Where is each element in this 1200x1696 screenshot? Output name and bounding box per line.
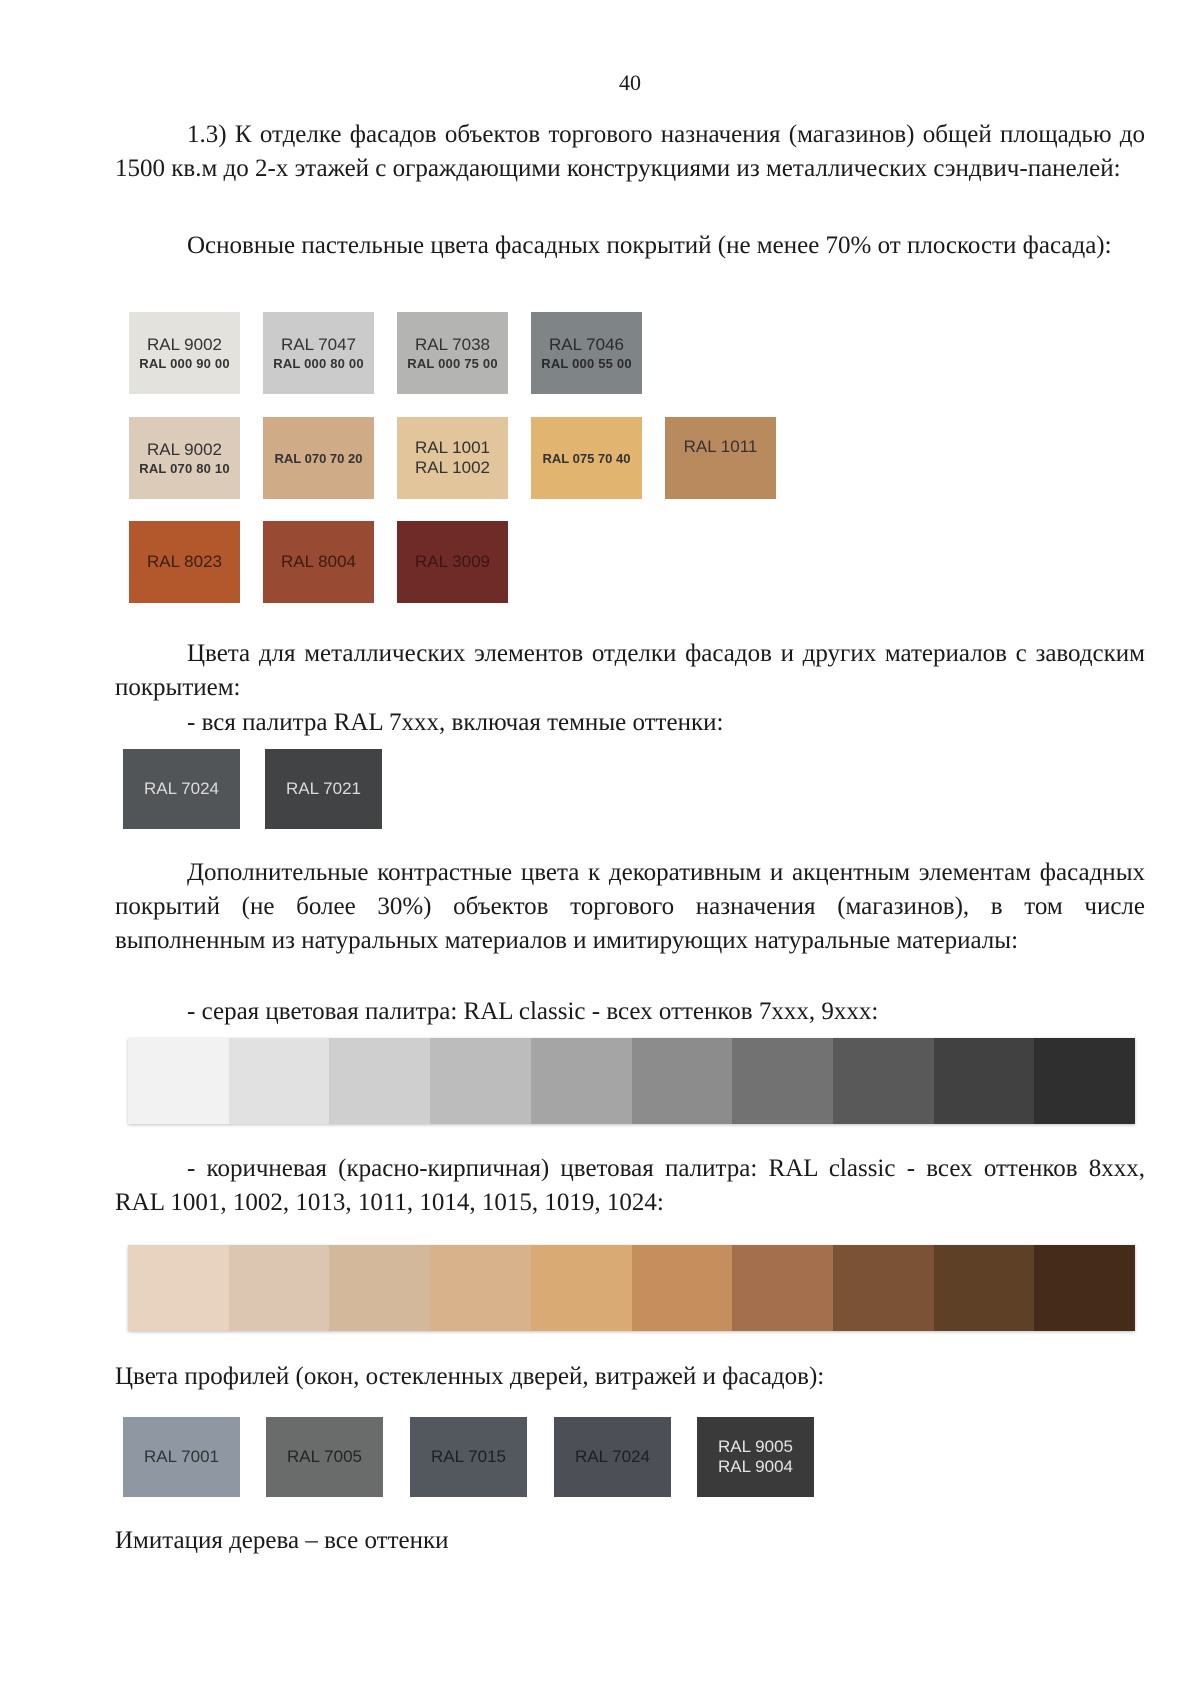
gray-gradient-cell xyxy=(833,1038,934,1124)
swatch-ral-8023 xyxy=(129,521,240,603)
swatch-ral-7038 xyxy=(397,312,508,394)
swatch-label: RAL 7024 xyxy=(144,779,219,798)
swatch-label: RAL 7024 xyxy=(575,1447,650,1466)
metal-palette-text: - вся палитра RAL 7xxx, включая темные оттенки: xyxy=(187,709,724,736)
swatch-ral-7021 xyxy=(265,749,382,829)
swatch-code: RAL 000 55 00 xyxy=(541,355,632,371)
brown-gradient-cell xyxy=(229,1245,330,1331)
profile-text: Цвета профилей (окон, остекленных дверей, витражей и фасадов): xyxy=(115,1363,825,1390)
swatch-ral-8004 xyxy=(263,521,374,603)
swatch-ral-7047 xyxy=(263,312,374,394)
brown-gradient-cell xyxy=(632,1245,733,1331)
gray-gradient-cell xyxy=(632,1038,733,1124)
swatch-ral-075-70-40 xyxy=(531,417,642,499)
gray-gradient-cell xyxy=(430,1038,531,1124)
gray-gradient-cell xyxy=(1034,1038,1135,1124)
swatch-label: RAL 7047 xyxy=(281,334,356,354)
swatch-label: RAL 7005 xyxy=(287,1447,362,1466)
swatch-code: RAL 070 70 20 xyxy=(274,450,363,466)
swatch-ral-7001 xyxy=(123,1417,240,1497)
section-intro: 1.3) К отделке фасадов объектов торгового назначения (магазинов) общей площадью до 1500 кв.м до 2-х этажей с ограждающими конструкциями из металлических сэндвич-панелей: xyxy=(115,121,1145,182)
gray-gradient-cell xyxy=(531,1038,632,1124)
wood-text: Имитация дерева – все оттенки xyxy=(115,1527,449,1554)
gray-gradient-cell xyxy=(732,1038,833,1124)
swatch-ral-3009 xyxy=(397,521,508,603)
brown-gradient-cell xyxy=(430,1245,531,1331)
swatch-ral-7015 xyxy=(410,1417,527,1497)
swatch-label: RAL 8023 xyxy=(147,552,222,571)
swatch-ral-9002-beige xyxy=(129,417,240,499)
contrast-text: Дополнительные контрастные цвета к декоративным и акцентным элементам фасадных покрытий (не более 30%) объектов торгового назначения (магазинов), в том числе выполненным из натуральных материалов и имитирующих натуральные материалы: xyxy=(115,859,1145,954)
gray-gradient-cell xyxy=(934,1038,1035,1124)
swatch-label: RAL 9002 xyxy=(147,439,222,459)
swatch-ral-070-70-20 xyxy=(263,417,374,499)
swatch-label: RAL 1011 xyxy=(683,437,758,456)
swatch-label: RAL 9002 xyxy=(147,334,222,354)
swatch-ral-9002-gray xyxy=(129,312,240,394)
swatch-ral-7024-metal xyxy=(123,749,240,829)
swatch-label-second: RAL 9004 xyxy=(718,1457,793,1476)
gray-gradient-cell xyxy=(229,1038,330,1124)
page-number: 40 xyxy=(619,70,641,95)
gray-gradient-palette xyxy=(128,1038,1135,1124)
brown-gradient-cell xyxy=(329,1245,430,1331)
swatch-code: RAL 070 80 10 xyxy=(139,460,230,476)
swatch-ral-1001-1002 xyxy=(397,417,508,499)
swatch-ral-1011 xyxy=(665,417,776,499)
swatch-label: RAL 7015 xyxy=(431,1447,506,1466)
brown-palette-text: - коричневая (красно-кирпичная) цветовая палитра: RAL classic - всех оттенков 8xxx, RAL 1001, 1002, 1013, 1011, 1014, 1015, 1019, 1024: xyxy=(115,1155,1145,1216)
swatch-label: RAL 8004 xyxy=(281,552,356,571)
swatch-label: RAL 7021 xyxy=(286,779,361,798)
swatch-label-second: RAL 1002 xyxy=(415,458,490,477)
gray-gradient-cell xyxy=(329,1038,430,1124)
swatch-code: RAL 000 80 00 xyxy=(273,355,364,371)
swatch-ral-9005-9004 xyxy=(697,1417,814,1497)
swatch-label: RAL 7046 xyxy=(549,334,624,354)
swatch-ral-7024-profile xyxy=(554,1417,671,1497)
brown-gradient-palette xyxy=(128,1245,1135,1331)
brown-gradient-cell xyxy=(934,1245,1035,1331)
brown-gradient-cell xyxy=(1034,1245,1135,1331)
brown-gradient-cell xyxy=(833,1245,934,1331)
swatch-label: RAL 7001 xyxy=(144,1447,219,1466)
swatch-label: RAL 9005 xyxy=(718,1437,793,1456)
swatch-ral-7005 xyxy=(266,1417,383,1497)
swatch-code: RAL 075 70 40 xyxy=(542,450,631,466)
swatch-label: RAL 7038 xyxy=(415,334,490,354)
main-colors-text: Основные пастельные цвета фасадных покрытий (не менее 70% от плоскости фасада): xyxy=(187,232,1112,259)
brown-gradient-cell xyxy=(732,1245,833,1331)
gray-palette-text: - серая цветовая палитра: RAL classic - всех оттенков 7xxx, 9xxx: xyxy=(187,998,879,1025)
swatch-code: RAL 000 90 00 xyxy=(139,355,230,371)
swatch-label: RAL 3009 xyxy=(415,552,490,571)
brown-gradient-cell xyxy=(128,1245,229,1331)
metal-text: Цвета для металлических элементов отделки фасадов и других материалов с заводским покрытием: xyxy=(115,640,1145,701)
swatch-code: RAL 000 75 00 xyxy=(407,355,498,371)
brown-gradient-cell xyxy=(531,1245,632,1331)
swatch-label: RAL 1001 xyxy=(415,438,490,457)
swatch-ral-7046 xyxy=(531,312,642,394)
gray-gradient-cell xyxy=(128,1038,229,1124)
